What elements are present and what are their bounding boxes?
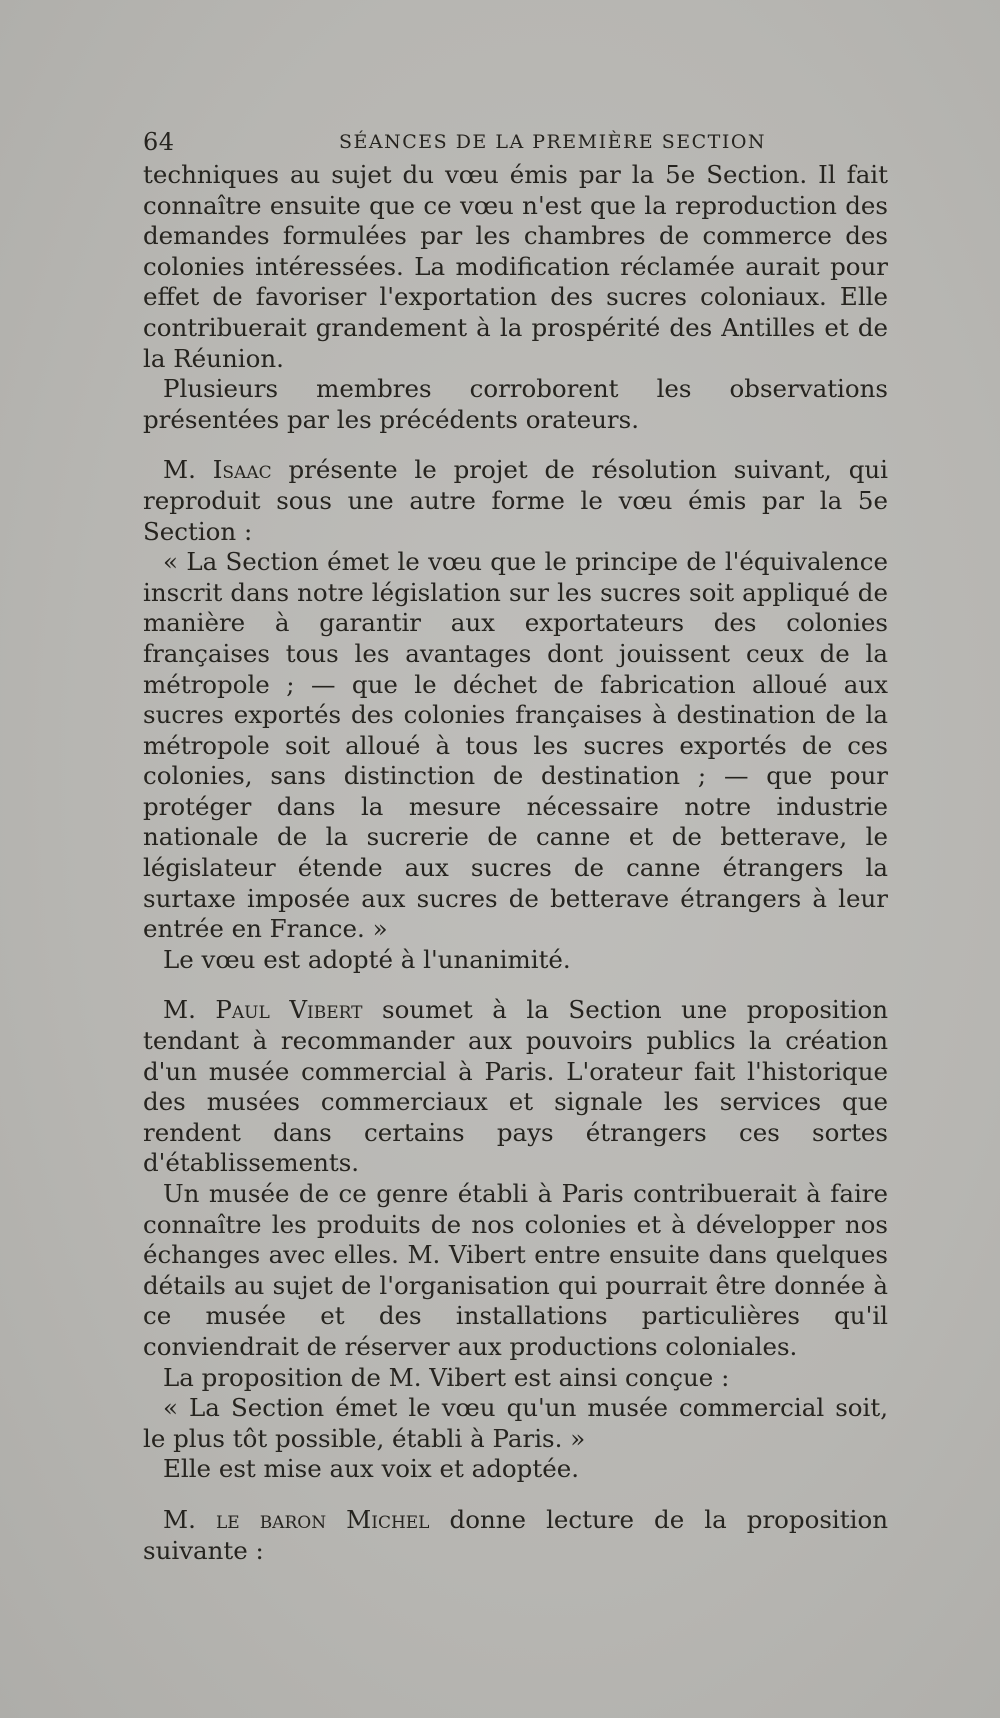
paragraph-continuation: techniques au sujet du vœu émis par la 5e Section. Il fait connaître ensuite que ce vœu n'est que la reproduction des demandes formulées par les chambres de commerce des colonies intéressées. La modification réclamée aurait pour effet de favoriser l'exportation des sucres coloniaux. Elle contribuerait grandement à la prospérité des Antilles et de la Réunion. bbox=[143, 160, 888, 373]
speaker-name-vibert: Paul Vibert bbox=[215, 995, 363, 1025]
body-text bbox=[143, 160, 888, 1566]
resolution-quote: « La Section émet le vœu que le principe de l'équivalence inscrit dans notre législation sur les sucres soit appliqué de manière à garantir aux exportateurs des colonies françaises tous les avantages dont jouissent ceux de la métropole ; — que le déchet de fabrication alloué aux sucres exportés des colonies françaises à destination de la métropole soit alloué à tous les sucres exportés de ces colonies, sans distinction de destination ; — que pour protéger dans la mesure nécessaire notre industrie nationale de la sucrerie de canne et de betterave, le législateur étende aux sucres de canne étrangers la surtaxe imposée aux sucres de betterave étrangers à leur entrée en France. » bbox=[143, 547, 888, 944]
speaker-title: M. bbox=[163, 1504, 196, 1534]
paragraph-isaac bbox=[143, 455, 888, 547]
speaker-name-isaac: Isaac bbox=[212, 455, 272, 485]
page-header bbox=[143, 124, 767, 164]
speaker-rank-michel: le baron bbox=[215, 1504, 327, 1534]
speaker-title: M. bbox=[163, 995, 196, 1025]
proposition-quote: « La Section émet le vœu qu'un musée commercial soit, le plus tôt possible, établi à Paris. » bbox=[143, 1393, 888, 1453]
vote-note: Elle est mise aux voix et adoptée. bbox=[163, 1454, 579, 1484]
adoption-note: Le vœu est adopté à l'unanimité. bbox=[163, 944, 571, 974]
speaker-name-michel: Michel bbox=[346, 1504, 430, 1534]
page-number: 64 bbox=[143, 128, 175, 156]
running-head: SÉANCES DE LA PREMIÈRE SECTION bbox=[339, 131, 767, 153]
paragraph-vibert bbox=[143, 995, 888, 1179]
paragraph-michel-text: donne lecture de la proposition suivante : bbox=[143, 1504, 888, 1565]
proposition-intro: La proposition de M. Vibert est ainsi conçue : bbox=[163, 1362, 730, 1392]
paragraph-museum: Un musée de ce genre établi à Paris contribuerait à faire connaître les produits de nos colonies et à développer nos échanges avec elles. M. Vibert entre ensuite dans quelques détails au sujet de l'organisation qui pourrait être donnée à ce musée et des installations particulières qu'il conviendrait de réserver aux productions coloniales. bbox=[143, 1179, 888, 1361]
paragraph-isaac-text: présente le projet de résolution suivant, qui reproduit sous une autre forme le vœu émis par la 5e Section : bbox=[143, 455, 888, 546]
speaker-title: M. bbox=[163, 455, 196, 485]
paragraph-vibert-text: soumet à la Section une proposition tendant à recommander aux pouvoirs publics la création d'un musée commercial à Paris. L'orateur fait l'historique des musées commerciaux et signale les services que rendent dans certains pays étrangers ces sortes d'établissements. bbox=[143, 995, 888, 1178]
paragraph-michel bbox=[143, 1505, 888, 1566]
paragraph-corroboration: Plusieurs membres corroborent les observations présentées par les précédents orateurs. bbox=[143, 374, 888, 434]
